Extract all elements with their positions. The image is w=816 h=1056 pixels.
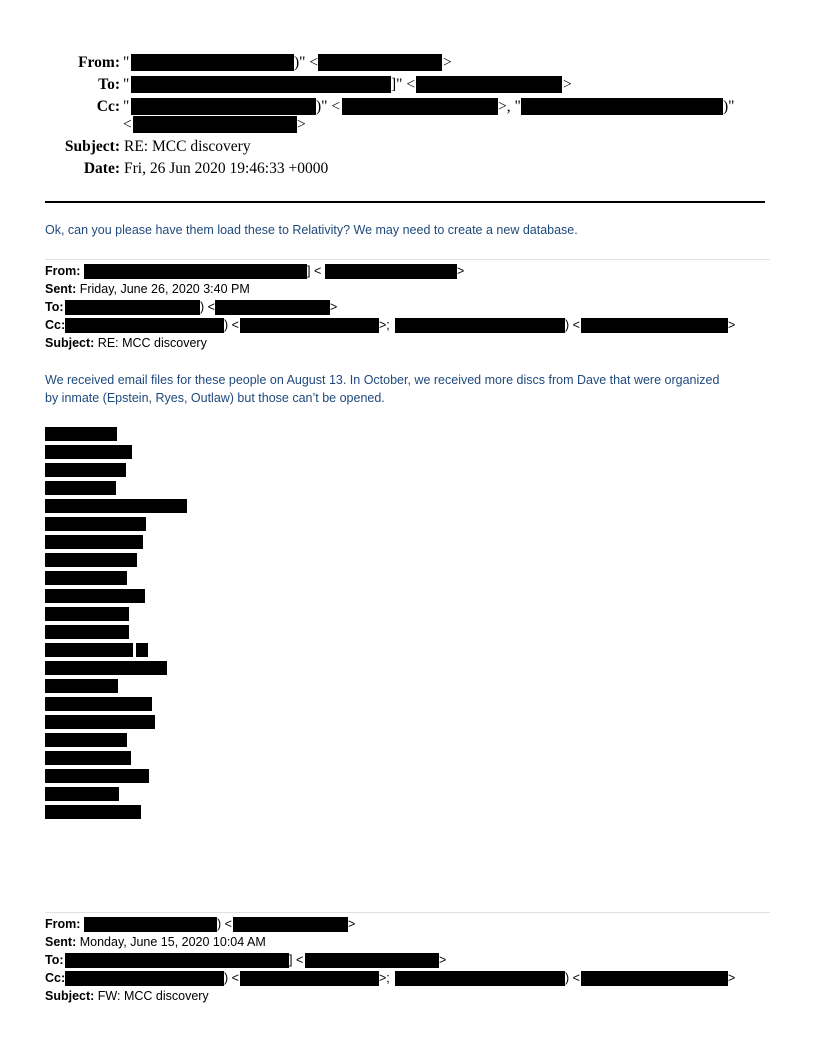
from-bracket-close: > — [443, 54, 452, 71]
from-label: From: — [45, 917, 81, 931]
to-label: To: — [45, 300, 64, 314]
cc-sep-1: ) < — [224, 318, 239, 332]
redaction — [45, 643, 133, 657]
cc-quote-close: )" — [723, 98, 735, 115]
to-label: To: — [98, 76, 120, 93]
redaction — [215, 300, 330, 315]
from-sep: ] < — [307, 264, 322, 278]
cc-label: Cc: — [45, 318, 66, 332]
redaction — [45, 625, 129, 639]
subject-line — [45, 336, 207, 351]
sent-line — [45, 282, 250, 297]
redaction — [45, 769, 149, 783]
cc-close: > — [728, 971, 736, 985]
cc-sep-2: >, " — [498, 98, 521, 115]
redaction — [133, 116, 297, 133]
sent-label: Sent: — [45, 282, 77, 296]
redaction — [65, 318, 224, 333]
reply-body: Ok, can you please have them load these to Relativity? We may need to create a new database. — [45, 223, 578, 237]
to-sep: ] < — [289, 953, 304, 967]
from-quote-close: )" < — [294, 54, 319, 71]
redaction — [45, 661, 167, 675]
date-value: Fri, 26 Jun 2020 19:46:33 +0000 — [124, 160, 329, 177]
header-divider — [45, 201, 765, 203]
from-close: > — [457, 264, 465, 278]
redaction — [305, 953, 439, 968]
redaction — [45, 535, 143, 549]
cc-sep-1: )" < — [316, 98, 341, 115]
redaction — [45, 679, 118, 693]
redaction — [45, 481, 116, 495]
redaction — [84, 917, 217, 932]
redaction — [581, 971, 728, 986]
sent-value: Friday, June 26, 2020 3:40 PM — [79, 282, 250, 296]
from-label: From: — [45, 264, 81, 278]
redaction — [45, 607, 129, 621]
cc-label: Cc: — [45, 971, 66, 985]
redaction — [65, 300, 200, 315]
cc-bracket-open: < — [123, 116, 132, 133]
message-divider — [45, 259, 770, 260]
redaction — [45, 805, 141, 819]
subject-value: FW: MCC discovery — [97, 989, 209, 1003]
redaction — [65, 953, 289, 968]
redaction — [45, 751, 131, 765]
message2-body-line-2: by inmate (Epstein, Ryes, Outlaw) but those can’t be opened. — [45, 391, 385, 405]
redaction — [45, 697, 152, 711]
redaction — [131, 54, 294, 71]
to-bracket-close: > — [563, 76, 572, 93]
subject-label: Subject: — [45, 336, 95, 350]
cc-sep-2: >; — [379, 318, 390, 332]
to-quote-open: " — [123, 76, 130, 93]
redaction — [45, 427, 117, 441]
redaction — [416, 76, 562, 93]
redaction — [395, 971, 565, 986]
message2-body-line-1: We received email files for these people on August 13. In October, we received more discs from Dave that were organized — [45, 373, 720, 387]
redaction — [325, 264, 457, 279]
redaction — [45, 715, 155, 729]
cc-sep-2: >; — [379, 971, 390, 985]
sent-line — [45, 935, 266, 950]
redaction — [45, 589, 145, 603]
redaction — [45, 445, 132, 459]
redaction — [45, 463, 126, 477]
subject-label: Subject: — [64, 138, 120, 155]
cc-sep-1: ) < — [224, 971, 239, 985]
cc-sep-3: ) < — [565, 318, 580, 332]
redaction — [318, 54, 442, 71]
redaction — [240, 971, 379, 986]
date-label: Date: — [83, 160, 120, 177]
to-close: > — [439, 953, 447, 967]
message-divider — [45, 912, 770, 913]
cc-sep-3: ) < — [565, 971, 580, 985]
redaction — [131, 98, 316, 115]
cc-close: > — [728, 318, 736, 332]
redaction — [45, 733, 127, 747]
redaction — [45, 787, 119, 801]
to-label: To: — [45, 953, 64, 967]
redaction — [65, 971, 224, 986]
subject-value: RE: MCC discovery — [97, 336, 207, 350]
redaction — [131, 76, 391, 93]
redaction — [233, 917, 348, 932]
redaction — [45, 517, 146, 531]
from-sep: ) < — [217, 917, 232, 931]
sent-value: Monday, June 15, 2020 10:04 AM — [79, 935, 266, 949]
redaction — [395, 318, 565, 333]
subject-value: RE: MCC discovery — [124, 138, 251, 155]
from-quote-open: " — [123, 54, 130, 71]
cc-bracket-close: > — [297, 116, 306, 133]
redaction — [45, 499, 187, 513]
from-label: From: — [78, 54, 120, 71]
to-close: > — [330, 300, 338, 314]
subject-line — [45, 989, 209, 1004]
to-sep: ) < — [200, 300, 215, 314]
redaction — [521, 98, 723, 115]
cc-label: Cc: — [96, 98, 120, 115]
subject-label: Subject: — [45, 989, 95, 1003]
redaction — [84, 264, 307, 279]
cc-quote-open: " — [123, 98, 130, 115]
sent-label: Sent: — [45, 935, 77, 949]
redaction — [136, 643, 148, 657]
redaction — [45, 571, 127, 585]
redaction — [581, 318, 728, 333]
redaction — [45, 553, 137, 567]
to-quote-close: ]" < — [391, 76, 416, 93]
redaction — [342, 98, 498, 115]
from-close: > — [348, 917, 356, 931]
redaction — [240, 318, 379, 333]
